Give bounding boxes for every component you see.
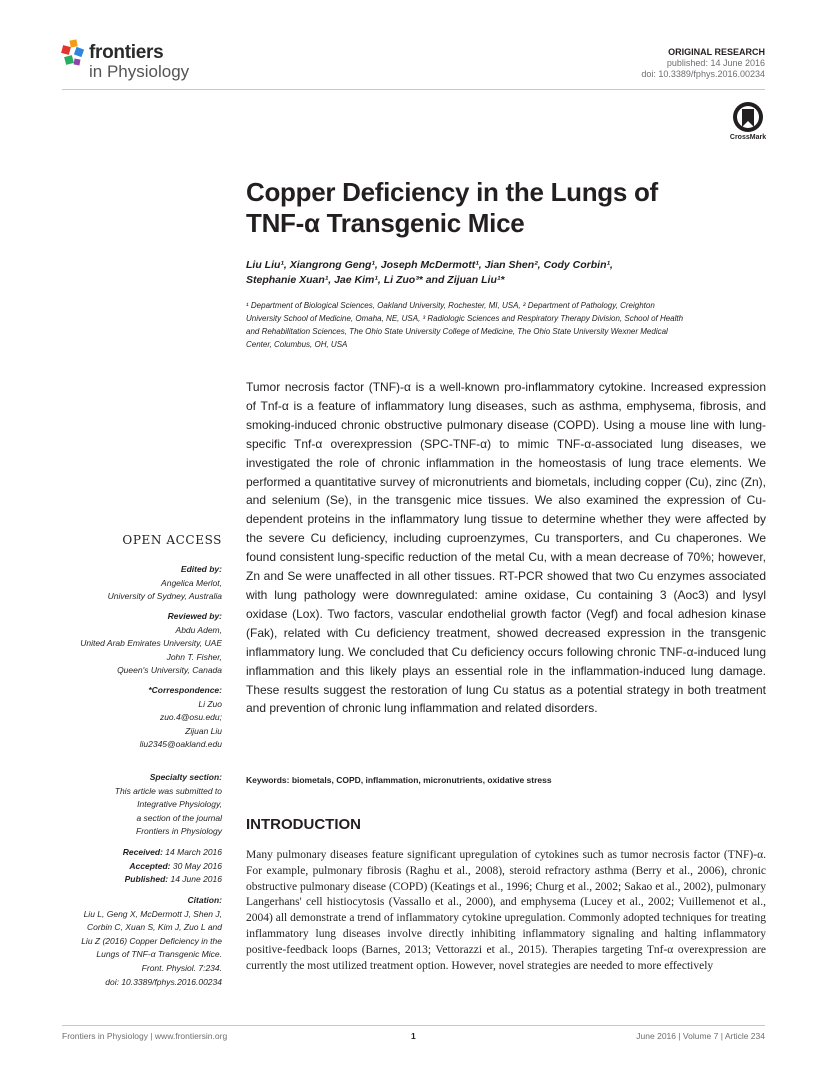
correspondent-name: Zijuan Liu [185, 725, 222, 736]
header-divider [62, 89, 765, 90]
article-doi[interactable]: doi: 10.3389/fphys.2016.00234 [641, 69, 765, 79]
published-label: Published: [124, 874, 169, 885]
editor-name: Angelica Merlot, [161, 577, 222, 588]
article-type: ORIGINAL RESEARCH [668, 47, 765, 57]
keywords: Keywords: biometals, COPD, inflammation, micronutrients, oxidative stress [246, 775, 552, 785]
footer-divider [62, 1025, 765, 1026]
section-heading-introduction: INTRODUCTION [246, 816, 361, 833]
correspondent-name: Li Zuo [198, 698, 222, 709]
correspondent-email[interactable]: liu2345@oakland.edu [139, 739, 222, 750]
accepted-label: Accepted: [129, 860, 171, 871]
specialty-line: Integrative Physiology, [137, 799, 222, 810]
citation-info [62, 894, 222, 989]
introduction-text: Many pulmonary diseases feature significant upregulation of cytokines such as tumor necrosis factor (TNF)-α. For example, pulmonary fibrosis (Raghu et al., 2008), steroid refractory asthma (Berry et al., 2006), chronic obstructive pulmonary disease (COPD) (Keatings et al., 1996; Churg et al., 2002; Sakao et al., 2002), pulmonary Langerhans' cell histiocytosis (Vassallo et al., 2000), and emphysema (Lucey et al., 2002; Vuillemenot et al., 2004) all demonstrate a trend of inflammatory cytokine upregulation. Commonly adopted techniques for treating inflammatory lung diseases involve directly inhibiting inflammatory signaling and halting inflammatory positive-feedback loops (Barnes, 2013; Vettorazzi et al., 2015). Therapies targeting Tnf-α overexpression are currently the most utilized treatment option. However, novel strategies are needed to more effectively [246, 849, 766, 972]
specialty-section [62, 771, 222, 839]
editor-info [62, 563, 222, 604]
published-date-sidebar [62, 873, 222, 887]
article-dates [62, 846, 222, 887]
authors-line-1: Liu Liu¹, Xiangrong Geng¹, Joseph McDermott¹, Jian Shen², Cody Corbin¹, [246, 259, 613, 271]
citation-line: Front. Physiol. 7:234. [141, 962, 222, 973]
title-line-2: TNF-α Transgenic Mice [246, 208, 525, 238]
author-list [246, 258, 766, 288]
correspondence-label: *Correspondence: [148, 685, 222, 695]
citation-line: Liu L, Geng X, McDermott J, Shen J, [83, 908, 222, 919]
edited-by-label: Edited by: [180, 564, 222, 574]
correspondence-info [62, 684, 222, 752]
reviewer-name: John T. Fisher, [166, 651, 222, 662]
open-access-label: OPEN ACCESS [122, 533, 222, 547]
citation-label: Citation: [187, 895, 222, 905]
citation-doi[interactable]: doi: 10.3389/fphys.2016.00234 [105, 976, 222, 987]
footer-journal-link[interactable]: Frontiers in Physiology | www.frontiersin.org [62, 1031, 228, 1041]
crossmark-icon [728, 100, 768, 134]
reviewer-affiliation: United Arab Emirates University, UAE [80, 638, 222, 649]
article-meta [641, 47, 765, 80]
received-date [62, 846, 222, 860]
crossmark-badge[interactable] [728, 100, 768, 146]
affiliation-line: ¹ Department of Biological Sciences, Oakland University, Rochester, MI, USA, ² Department of Pathology, Creighton [246, 301, 655, 310]
citation-line: Corbin C, Xuan S, Kim J, Zuo L and [87, 922, 222, 933]
specialty-line: a section of the journal [136, 812, 222, 823]
reviewer-name: Abdu Adem, [175, 624, 222, 635]
specialty-label: Specialty section: [149, 772, 222, 782]
reviewer-info [62, 610, 222, 678]
abstract: Tumor necrosis factor (TNF)-α is a well-known pro-inflammatory cytokine. Increased expression of Tnf-α is a feature of inflammatory lung diseases, such as asthma, emphysema, fibrosis, and smoking-induced chronic obstructive pulmonary disease (COPD). Using a mouse line with lung-specific Tnf-α overexpression (SPC-TNF-α) to mimic TNF-α-associated lung diseases, we investigated the role of chronic inflammation in the homeostasis of lung trace elements. We performed a quantitative survey of micronutrients and biometals, including copper (Cu), zinc (Zn), and selenium (Se), in the transgenic mice tissues. We also examined the expression of Cu-dependent proteins in the inflammatory lung tissue to determine whether they were affected by the severe Cu deficiency, including cuproenzymes, Cu transporters, and Cu chaperones. We found consistent lung-specific reduction of the metal Cu, with a mean decrease of 70%; however, Zn and Se were unaffected in all other tissues. RT-PCR showed that two Cu enzymes associated with lung pathology were downregulated: amine oxidase, Cu containing 3 (Aoc3) and lysyl oxidase (Lox). Two factors, vascular endothelial growth factor (Vegf) and focal adhesion kinase (Fak), related with Cu deficiency treatment, showed decreased expression in the transgenic inflammatory lung. We concluded that Cu deficiency occurs following chronic TNF-α-induced lung inflammation and this likely plays an essential role in the inflammation-induced lung damage. These results suggest the restoration of lung Cu status as a potential strategy in both treatment and prevention of chronic lung inflammation and related disorders. [246, 380, 766, 716]
journal-logo[interactable] [60, 34, 210, 86]
specialty-line: Frontiers in Physiology [136, 826, 222, 837]
citation-line: Lungs of TNF-α Transgenic Mice. [96, 949, 222, 960]
affiliation-line: and Rehabilitation Sciences, The Ohio State University College of Medicine, The Ohio State University Wexner Medical [246, 327, 668, 336]
citation-line: Liu Z (2016) Copper Deficiency in the [81, 935, 222, 946]
authors-line-2: Stephanie Xuan¹, Jae Kim¹, Li Zuo³* and Zijuan Liu¹* [246, 274, 505, 286]
journal-name-line1: frontiers [89, 42, 164, 63]
journal-name-line2: in Physiology [89, 62, 190, 81]
accepted-date [62, 860, 222, 874]
correspondent-email[interactable]: zuo.4@osu.edu; [159, 712, 222, 723]
affiliation-line: University School of Medicine, Omaha, NE, USA, ³ Radiologic Sciences and Respiratory Therapy Division, School of Health [246, 314, 684, 323]
reviewer-affiliation: Queen's University, Canada [117, 665, 222, 676]
footer-issue-info: June 2016 | Volume 7 | Article 234 [636, 1031, 765, 1041]
frontiers-logo-icon [60, 36, 88, 74]
accepted-value: 30 May 2016 [172, 860, 222, 871]
published-value: 14 June 2016 [170, 874, 222, 885]
editor-affiliation: University of Sydney, Australia [107, 591, 222, 602]
published-date: published: 14 June 2016 [666, 58, 765, 68]
received-label: Received: [122, 847, 163, 857]
page-number: 1 [411, 1031, 416, 1041]
reviewed-by-label: Reviewed by: [167, 611, 222, 621]
article-title [246, 177, 766, 239]
crossmark-label: CrossMark [729, 134, 767, 141]
specialty-line: This article was submitted to [114, 785, 222, 796]
title-line-1: Copper Deficiency in the Lungs of [246, 177, 658, 207]
affiliation-line: Center, Columbus, OH, USA [246, 340, 348, 349]
affiliations [246, 299, 766, 351]
received-value: 14 March 2016 [165, 847, 222, 857]
